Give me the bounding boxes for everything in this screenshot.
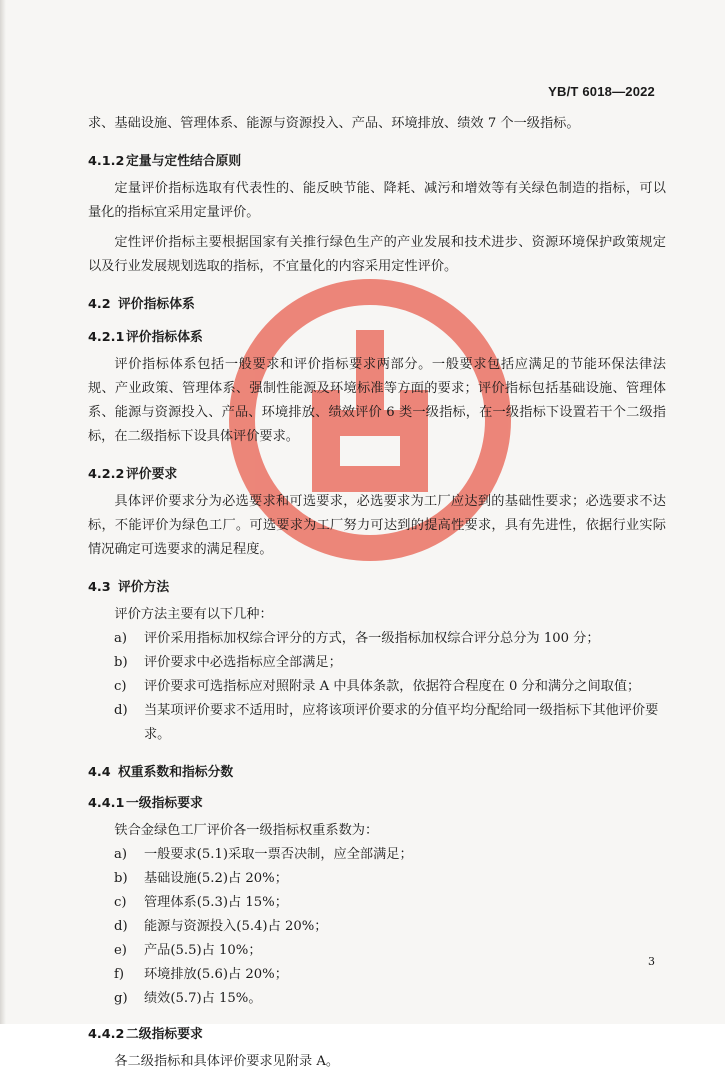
weight-list <box>88 843 666 1011</box>
list-item: d) 当某项评价要求不适用时，应将该项评价要求的分值平均分配给同一级指标下其他评价要求。 <box>114 703 659 742</box>
binding-edge <box>0 0 6 1024</box>
list-item: g) 绩效(5.7)占 15%。 <box>114 991 262 1006</box>
section-title: 一级指标要求 <box>126 796 203 811</box>
list-item: a) 评价采用指标加权综合评分的方式，各一级指标加权综合评分总分为 100 分； <box>114 631 600 646</box>
section-number: 4.4 <box>88 765 111 780</box>
section-number: 4.4.1 <box>88 796 125 811</box>
paragraph: 定性评价指标主要根据国家有关推行绿色生产的产业发展和技术进步、资源环境保护政策规定以及行业发展规划选取的指标，不宜量化的内容采用定性评价。 <box>88 235 666 274</box>
section-title: 评价要求 <box>126 467 178 482</box>
list-item: e) 产品(5.5)占 10%； <box>114 943 262 958</box>
intro-text: 求、基础设施、管理体系、能源与资源投入、产品、环境排放、绩效 7 个一级指标。 <box>88 116 580 131</box>
list-item: f) 环境排放(5.6)占 20%； <box>114 967 288 982</box>
section-number: 4.2.2 <box>88 467 125 482</box>
paragraph: 定量评价指标选取有代表性的、能反映节能、降耗、减污和增效等有关绿色制造的指标，可以量化的指标宜采用定量评价。 <box>88 181 666 220</box>
list-item: c) 评价要求可选指标应对照附录 A 中具体条款，依据符合程度在 0 分和满分之间取值； <box>114 679 641 694</box>
section-4-2-1-heading <box>88 326 666 345</box>
page-number: 3 <box>648 955 655 968</box>
section-title: 评价指标体系 <box>126 330 203 345</box>
section-title: 权重系数和指标分数 <box>118 765 234 780</box>
section-4-4-heading <box>88 761 666 780</box>
section-4-2-2-heading <box>88 463 666 482</box>
list-item: b) 评价要求中必选指标应全部满足； <box>114 655 342 670</box>
section-number: 4.4.2 <box>88 1027 125 1042</box>
document-code: YB/T 6018—2022 <box>548 84 655 99</box>
paragraph: 具体评价要求分为必选要求和可选要求，必选要求为工厂应达到的基础性要求；必选要求不达标，不能评价为绿色工厂。可选要求为工厂努力可达到的提高性要求，具有先进性，依据行业实际情况确定可选要求的满足程度。 <box>88 494 666 557</box>
section-4-3-heading <box>88 576 666 595</box>
section-4-4-1-heading <box>88 792 666 811</box>
section-4-4-2-heading <box>88 1023 666 1042</box>
list-item: c) 管理体系(5.3)占 15%； <box>114 895 288 910</box>
section-title: 二级指标要求 <box>126 1027 203 1042</box>
document-body <box>88 112 666 1074</box>
section-title: 评价方法 <box>118 580 170 595</box>
section-number: 4.3 <box>88 580 111 595</box>
section-title: 定量与定性结合原则 <box>126 154 242 169</box>
list-item: a) 一般要求(5.1)采取一票否决制，应全部满足； <box>114 847 413 862</box>
list-item: d) 能源与资源投入(5.4)占 20%； <box>114 919 328 934</box>
method-list <box>88 627 666 747</box>
list-lead: 铁合金绿色工厂评价各一级指标权重系数为： <box>114 823 379 838</box>
paragraph: 评价指标体系包括一般要求和评价指标要求两部分。一般要求包括应满足的节能环保法律法规、产业政策、管理体系、强制性能源及环境标准等方面的要求；评价指标包括基础设施、管理体系、能源与资源投入、产品、环境排放、绩效评价 6 类一级指标，在一级指标下设置若干个二级指标，在二级指标下设具体评价要求。 <box>88 357 666 444</box>
list-lead: 评价方法主要有以下几种： <box>114 607 273 622</box>
section-number: 4.2.1 <box>88 330 125 345</box>
section-number: 4.2 <box>88 297 111 312</box>
list-item: b) 基础设施(5.2)占 20%； <box>114 871 288 886</box>
section-4-2-heading <box>88 293 666 312</box>
section-number: 4.1.2 <box>88 154 125 169</box>
paragraph: 各二级指标和具体评价要求见附录 A。 <box>114 1054 340 1069</box>
section-4-1-2-heading <box>88 150 666 169</box>
section-title: 评价指标体系 <box>118 297 195 312</box>
